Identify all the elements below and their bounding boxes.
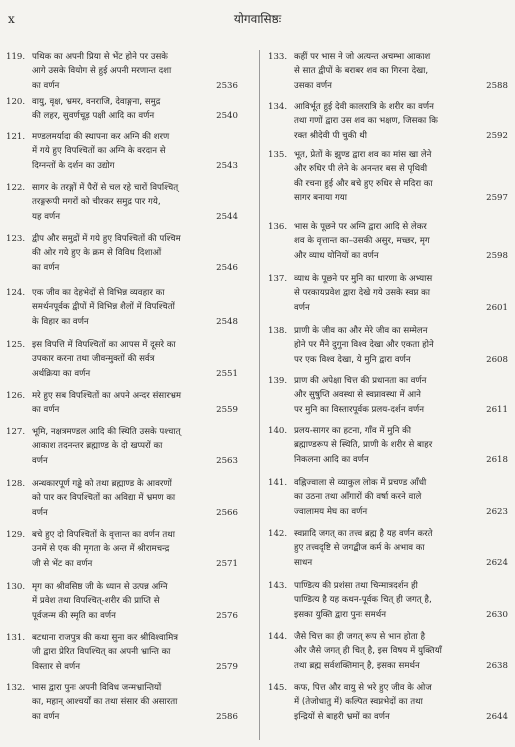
entry-page: 2546 xyxy=(216,262,238,273)
toc-entry-143 xyxy=(268,579,508,622)
entry-text: इस विपत्ति में विपश्चितों का आपस में दूसरे का उपकार करना तथा जीवन्मुक्तों की सर्वत्र अर्थक्रिया का वर्णन xyxy=(32,340,176,379)
entry-text: मृग का श्रीवसिष्ठ जी के ध्यान से उत्पन्न अग्नि में प्रवेश तथा विपश्चित्-शरीर की प्राप्ति से पूर्वजन्म की स्मृति का वर्णन xyxy=(32,582,168,621)
toc-entry-128 xyxy=(6,477,238,520)
entry-number: 126. xyxy=(6,391,26,401)
entry-page: 2624 xyxy=(486,557,508,568)
entry-text: अन्धकारपूर्ण गड्ढे को तथा ब्रह्माण्ड के आवरणों को पार कर विपश्चितों का अविद्या में भ्रमण का वर्णन xyxy=(32,479,176,518)
entry-text: व्याध के पूछने पर मुनि का धारणा के अभ्यास से परकायप्रवेश द्वारा देखे गये उसके स्वप्न का वर्णन xyxy=(294,274,433,313)
toc-entry-139 xyxy=(268,374,508,417)
toc-entry-129 xyxy=(6,528,238,571)
toc-entry-144 xyxy=(268,630,508,673)
entry-text: आविर्भूत हुई देवी कालरात्रि के शरीर का वर्णन तथा गणों द्वारा उस शव का भक्षण, जिसका कि रक्त श्रीदेवी पी चुकी थी xyxy=(294,102,438,141)
entry-page: 2551 xyxy=(216,368,238,379)
entry-text: जैसे चित्त का ही जगत् रूप से भान होता है और जैसे जगत् ही चित् है, इस विषय में युक्तियाँ तथा ब्रह्म सर्वशक्तिमान् है, इसका समर्थन xyxy=(294,632,442,671)
running-title: योगवासिष्ठः xyxy=(233,12,282,26)
entry-page: 2597 xyxy=(486,192,508,203)
entry-number: 124. xyxy=(6,288,26,298)
entry-page: 2630 xyxy=(486,609,508,620)
toc-entry-123 xyxy=(6,232,238,275)
entry-page: 2579 xyxy=(216,661,238,672)
entry-page: 2592 xyxy=(486,130,508,141)
entry-page: 2566 xyxy=(216,507,238,518)
toc-entry-141 xyxy=(268,476,508,519)
entry-text: प्राण की अपेक्षा चित्त की प्रधानता का वर्णन और सुषुप्ति अवस्था से स्वप्नावस्था में आने पर मुनि का विस्तारपूर्वक प्रलय-दर्शन वर्णन xyxy=(294,376,427,415)
toc-entry-126 xyxy=(6,389,238,418)
toc-entry-135 xyxy=(268,148,508,205)
toc-entry-142 xyxy=(268,527,508,570)
entry-page: 2601 xyxy=(486,302,508,313)
entry-number: 142. xyxy=(268,529,288,539)
toc-entry-137 xyxy=(268,272,508,315)
entry-text: द्वीप और समुद्रों में गये हुए विपश्चितों की पश्चिम की ओर गये हुए के क्रम से विविध दिशाओं का वर्णन xyxy=(32,234,181,273)
entry-number: 139. xyxy=(268,376,288,386)
entry-text: वायु, वृक्ष, भ्रमर, वनराजि, देवाङ्गना, समुद्र की लहर, सुवर्णचूड़ पक्षी आदि का वर्णन xyxy=(32,97,161,122)
entry-text: कहीं पर भास ने जो अत्यन्त अचम्भा आकाश से सात द्वीपों के बराबर शव का गिरना देखा, उसका वर्णन xyxy=(294,52,431,91)
entry-number: 145. xyxy=(268,683,288,693)
entry-page: 2623 xyxy=(486,506,508,517)
entry-text: सागर के तरङ्गों में पैरों से चल रहे चारों विपश्चित् तरङ्गरूपी मगरों को चीरकर समुद्र पार गये, यह वर्णन xyxy=(32,183,179,222)
entry-text: एक जीव का देहभेदों से विभिन्न व्यवहार का समर्थनपूर्वक द्वीपों में विभिन्न शैलों में विपश्चितों के विहार का वर्णन xyxy=(32,288,175,327)
entry-text: भूमि, नक्षत्रमण्डल आदि की स्थिति उसके पश्चात् आकाश तदनन्तर ब्रह्माण्ड के दो खप्परों का वर्णन xyxy=(32,427,181,466)
toc-entry-140 xyxy=(268,424,508,467)
toc-entry-119 xyxy=(6,50,238,93)
entry-page: 2598 xyxy=(486,250,508,261)
entry-page: 2588 xyxy=(486,80,508,91)
entry-page: 2576 xyxy=(216,610,238,621)
entry-page: 2571 xyxy=(216,558,238,569)
entry-page: 2608 xyxy=(486,354,508,365)
entry-text: वह्निज्वाला से व्याकुल लोक में प्रचण्ड आँधी का उठना तथा आँगारों की वर्षा करने वाले ज्वालामय मेघ का वर्णन xyxy=(294,478,427,517)
toc-entry-131 xyxy=(6,631,238,674)
entry-number: 121. xyxy=(6,132,26,142)
entry-number: 129. xyxy=(6,530,26,540)
column-divider xyxy=(259,50,260,740)
entry-number: 119. xyxy=(6,52,26,62)
entry-text: बटधाना राजपुत्र की कथा सुना कर श्रीविश्वामित्र जी द्वारा प्रेरित विपश्चित् का अपनी भ्रान्ति का विस्तार से वर्णन xyxy=(32,633,179,672)
toc-entry-127 xyxy=(6,425,238,468)
toc-entry-132 xyxy=(6,681,238,724)
entry-page: 2611 xyxy=(486,404,508,415)
toc-entry-130 xyxy=(6,580,238,623)
entry-number: 130. xyxy=(6,582,26,592)
toc-entry-125 xyxy=(6,338,238,381)
toc-entry-138 xyxy=(268,324,508,367)
entry-number: 135. xyxy=(268,150,288,160)
entry-page: 2536 xyxy=(216,80,238,91)
entry-number: 137. xyxy=(268,274,288,284)
entry-page: 2618 xyxy=(486,454,508,465)
entry-number: 128. xyxy=(6,479,26,489)
toc-entry-122 xyxy=(6,181,238,224)
entry-page: 2548 xyxy=(216,316,238,327)
page-header xyxy=(0,0,515,40)
entry-text: पाण्डित्य की प्रशंसा तथा चिन्मात्रदर्शन ही पाण्डित्य है यह कथन-पूर्वक चित् ही जगत् है, इसका युक्ति द्वारा पुनः समर्थन xyxy=(294,581,432,620)
toc-entry-120 xyxy=(6,95,238,124)
entry-text: भूत, प्रेतों के झुण्ड द्वारा शव का मांस खा लेने और रुधिर पी लेने के अनन्तर बस से पृथिवी की रचना हुई और बचे हुए रुधिर से मदिरा का सागर बनाया गया xyxy=(294,150,433,203)
entry-number: 133. xyxy=(268,52,288,62)
entry-text: प्राणी के जीव का और मेरे जीव का सम्मेलन होने पर मैंने दुगुना विश्व देखा और एकता होने पर एक विश्व देखा, ये मुनि द्वारा वर्णन xyxy=(294,326,434,365)
entry-number: 141. xyxy=(268,478,288,488)
entry-text: स्वप्नादि जगत् का तत्त्व ब्रह्म है यह वर्णन करते हुए तत्त्वदृष्टि से जगद्बीज कर्म के अभाव का साधन xyxy=(294,529,433,568)
entry-number: 136. xyxy=(268,222,288,232)
page-number: x xyxy=(8,12,15,26)
entry-number: 138. xyxy=(268,326,288,336)
entry-text: बचे हुए दो विपश्चितों के वृत्तान्त का वर्णन तथा उनमें से एक की मृगता के अन्त में श्रीरामचन्द्र जी से भेंट का वर्णन xyxy=(32,530,175,569)
entry-text: भास द्वारा पुनः अपनी विविध जन्मभ्रान्तियों का, महान् आश्चर्यों का तथा संसार की असारता का वर्णन xyxy=(32,683,178,722)
entry-page: 2540 xyxy=(216,111,238,122)
entry-page: 2563 xyxy=(216,455,238,466)
entry-number: 125. xyxy=(6,340,26,350)
entry-page: 2638 xyxy=(486,660,508,671)
entry-page: 2544 xyxy=(216,211,238,222)
entry-number: 134. xyxy=(268,102,288,112)
entry-text: मरे हुए सब विपश्चितों का अपने अन्दर संसारभ्रम का वर्णन xyxy=(32,391,182,416)
entry-text: मण्डलमर्यादा की स्थापना कर अग्नि की शरण में गये हुए विपश्चितों का अग्नि के वरदान से दिग्नन्तों के दर्शन का उद्योग xyxy=(32,132,170,171)
entry-number: 123. xyxy=(6,234,26,244)
entry-number: 132. xyxy=(6,683,26,693)
entry-number: 131. xyxy=(6,633,26,643)
entry-text: कफ, पित्त और वायु से भरे हुए जीव के ओज में (तेजोधातु में) कल्पित स्वप्नभेदों का तथा इन्द्रियों से बाहरी भ्रमों का वर्णन xyxy=(294,683,432,722)
entry-page: 2644 xyxy=(486,711,508,722)
toc-entry-134 xyxy=(268,100,508,143)
entry-number: 122. xyxy=(6,183,26,193)
entry-number: 140. xyxy=(268,426,288,436)
entry-page: 2586 xyxy=(216,711,238,722)
entry-number: 120. xyxy=(6,97,26,107)
toc-entry-145 xyxy=(268,681,508,724)
entry-number: 143. xyxy=(268,581,288,591)
entry-text: प्रलय-सागर का हटना, गाँव में मुनि की ब्रह्माण्डरूप से स्थिति, प्राणी के शरीर से बाहर निकलना आदि का वर्णन xyxy=(294,426,433,465)
entry-text: भास के पूछने पर अग्नि द्वारा आदि से लेकर शव के वृत्तान्त का–उसकी असुर, मच्छर, मृग और व्याध योनियों का वर्णन xyxy=(294,222,430,261)
entry-number: 144. xyxy=(268,632,288,642)
toc-entry-133 xyxy=(268,50,508,93)
entry-number: 127. xyxy=(6,427,26,437)
entry-text: पथिक का अपनी प्रिया से भेंट होने पर उसके आगे उसके वियोग से हुई अपनी मरणान्त दशा का वर्णन xyxy=(32,52,172,91)
toc-entry-136 xyxy=(268,220,508,263)
entry-page: 2543 xyxy=(216,160,238,171)
entry-page: 2559 xyxy=(216,405,238,416)
toc-entry-124 xyxy=(6,286,238,329)
toc-entry-121 xyxy=(6,130,238,173)
